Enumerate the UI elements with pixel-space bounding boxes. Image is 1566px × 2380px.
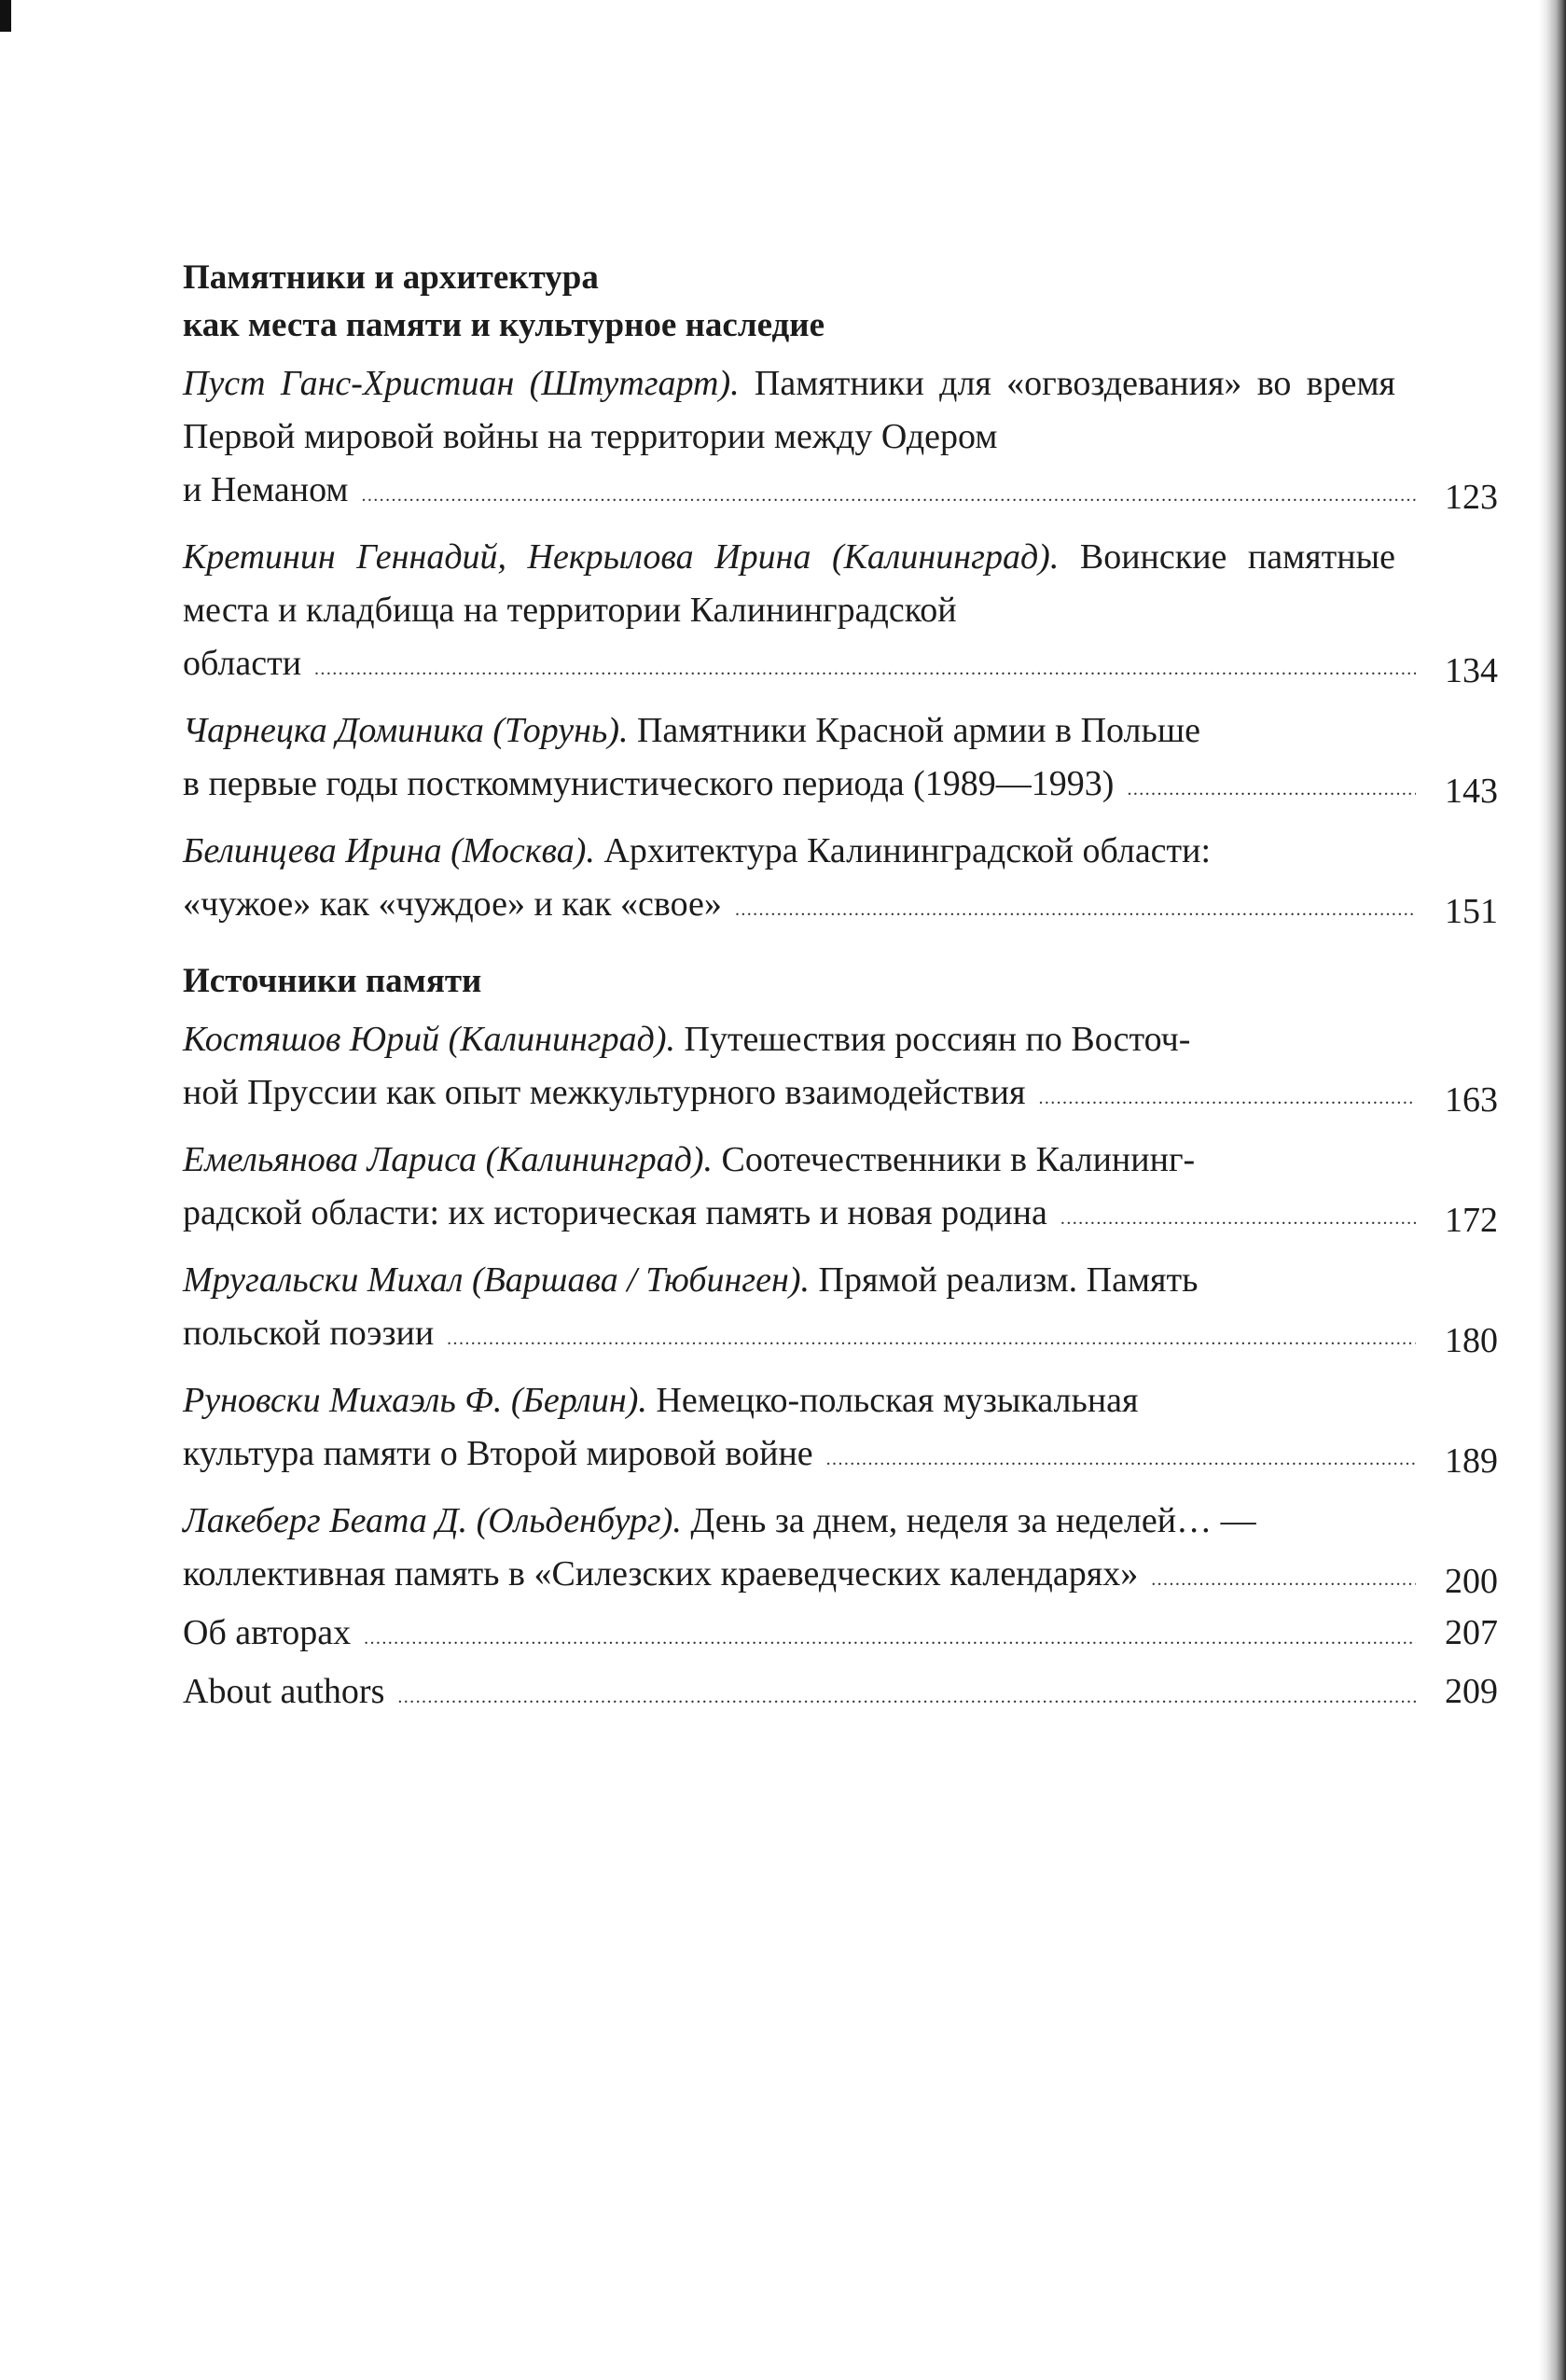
entry-title-end: в первые годы посткоммунистического периода (1989—1993) [183,764,1115,803]
entry-last-line [183,1066,1498,1125]
entry-title: Памятники для «огвоздевания» во время Первой мировой войны на территории между Одером [183,364,1396,456]
entry-text [183,357,1395,464]
entry-title-end: и Неманом [183,470,349,509]
entry-title: Соотечественники в Калининг- [712,1140,1196,1179]
entry-text [183,1134,1395,1187]
entry-title: Немецко-польская музыкальная [646,1381,1139,1420]
toc-entry[interactable] [183,704,1498,816]
entry-text [183,1013,1395,1066]
page-number: 163 [1445,1080,1498,1120]
page-number: 189 [1445,1441,1498,1481]
table-of-contents [183,254,1498,1724]
section-heading [183,957,1395,1005]
entry-author: Емельянова Лариса (Калининград). [183,1140,713,1179]
page-number: 207 [1445,1613,1498,1652]
entry-title: Воинские памятные места и кладбища на территории Калининградской [183,537,1395,630]
entry-title: Прямой реализм. Память [810,1260,1199,1300]
scan-corner-mark [0,0,11,32]
section-heading [183,254,1395,349]
entry-last-line [183,1548,1498,1607]
entry-title: Архитектура Калининградской области: [594,831,1212,870]
entry-title-end: польской поэзии [183,1314,435,1353]
page-number: 172 [1445,1201,1498,1240]
entry-author: Белинцева Ирина (Москва). [183,831,595,870]
toc-entry[interactable] [183,1495,1498,1607]
entry-title-end: радской области: их историческая память и новая родина [183,1193,1047,1232]
entry-author: Руновски Михаэль Ф. (Берлин). [183,1381,647,1420]
entry-last-line [183,1307,1498,1366]
entry-text [183,1254,1395,1307]
page-number: 200 [1445,1562,1498,1601]
toc-entry[interactable] [183,531,1498,696]
page-number: 123 [1445,478,1498,517]
entry-last-line [183,464,1498,522]
toc-entry[interactable] [183,825,1498,937]
entry-title-end: коллективная память в «Силезских краеведческих календарях» [183,1554,1139,1594]
dot-leader [1127,763,1416,816]
section-heading-line: как места памяти и культурное наследие [183,306,825,344]
entry-author: Лакеберг Беата Д. (Ольденбург). [183,1501,682,1540]
page-number: 209 [1445,1672,1498,1711]
page-number: 180 [1445,1321,1498,1360]
entry-author: Мругальски Михал (Варшава / Тюбинген). [183,1260,810,1300]
dot-leader [314,643,1416,696]
dot-leader [826,1433,1416,1486]
entry-last-line [183,878,1498,937]
dot-leader [735,884,1416,937]
toc-entry[interactable] [183,357,1498,522]
toc-section [183,254,1498,937]
entry-line [183,1607,1498,1665]
entry-title-end: области [183,644,302,683]
entry-last-line [183,1427,1498,1486]
entry-title-end: «чужое» как «чуждое» и как «свое» [183,884,722,924]
entry-title: Об авторах [183,1613,352,1652]
dot-leader [397,1671,1416,1724]
entry-last-line [183,758,1498,816]
dot-leader [364,1612,1416,1665]
page-number: 151 [1445,892,1498,931]
entry-author: Костяшов Юрий (Калининград). [183,1020,675,1059]
dot-leader [361,469,1416,522]
dot-leader [447,1313,1416,1366]
page-edge-shadow [1538,0,1566,2380]
entry-title-end: ной Пруссии как опыт межкультурного взаимодействия [183,1073,1026,1112]
dot-leader [1038,1072,1416,1125]
entry-last-line [183,637,1498,696]
section-heading-line: Источники памяти [183,962,482,1000]
entry-text [183,825,1395,878]
entry-text [183,531,1395,637]
toc-entry[interactable] [183,1134,1498,1246]
toc-entry[interactable] [183,1374,1498,1486]
entry-text [183,1374,1395,1427]
toc-section [183,957,1498,1607]
entry-text [183,704,1395,758]
entry-title: День за днем, неделя за неделей… — [681,1501,1256,1540]
entry-text [183,1495,1395,1548]
entry-author: Чарнецка Доминика (Торунь). [183,711,629,750]
toc-entry-authors-en[interactable] [183,1665,1498,1724]
section-heading-line: Памятники и архитектура [183,258,599,297]
entry-line [183,1665,1498,1724]
entry-title: Памятники Красной армии в Польше [628,711,1200,750]
page-number: 134 [1445,651,1498,690]
entry-last-line [183,1187,1498,1246]
entry-title: Путешествия россиян по Восточ- [675,1020,1191,1059]
entry-title-end: культура памяти о Второй мировой войне [183,1434,813,1473]
dot-leader [1060,1192,1416,1246]
page-number: 143 [1445,772,1498,811]
entry-title: About authors [183,1672,385,1711]
entry-author: Пуст Ганс-Христиан (Штутгарт). [183,364,740,403]
toc-entry[interactable] [183,1013,1498,1125]
toc-entry-authors-ru[interactable] [183,1607,1498,1665]
toc-entry[interactable] [183,1254,1498,1366]
entry-author: Кретинин Геннадий, Некрылова Ирина (Калининград). [183,537,1060,577]
dot-leader [1151,1553,1416,1607]
